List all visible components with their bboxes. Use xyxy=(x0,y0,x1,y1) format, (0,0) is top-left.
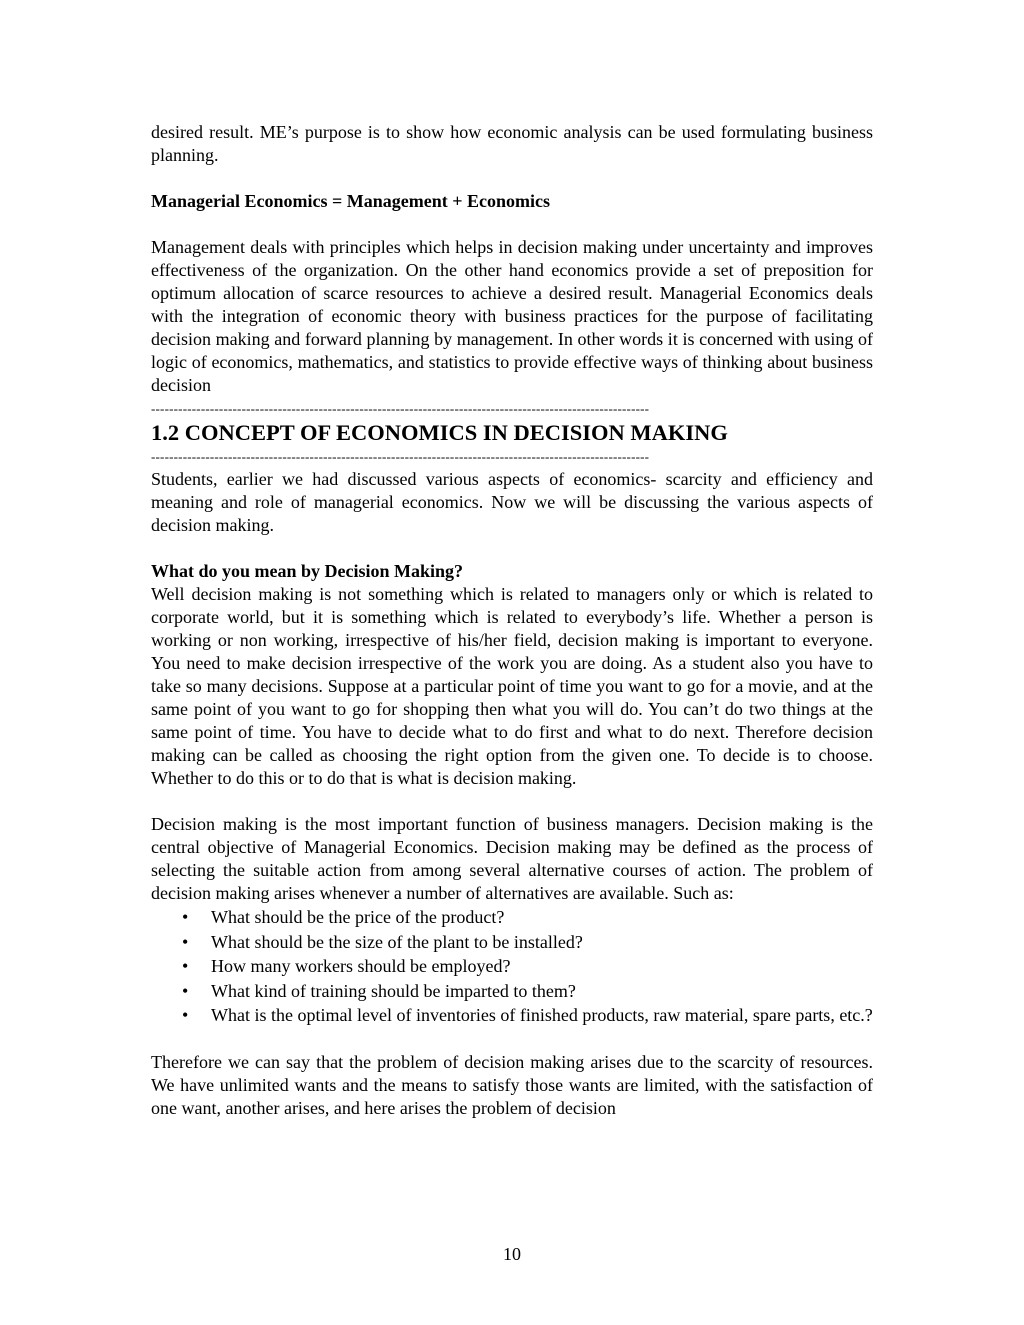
document-page xyxy=(151,121,873,1120)
bullet-icon: • xyxy=(182,956,189,976)
list-item-text: What should be the price of the product? xyxy=(211,907,505,927)
divider-top: -------------------------------------------------------------------------------------------------------------- xyxy=(151,401,650,416)
section-heading: 1.2 CONCEPT OF ECONOMICS IN DECISION MAKING xyxy=(151,420,728,445)
spacer xyxy=(151,167,873,190)
intro-paragraph: desired result. ME’s purpose is to show how economic analysis can be used formulating business planning. xyxy=(151,122,873,165)
divider-bottom: -------------------------------------------------------------------------------------------------------------- xyxy=(151,449,650,464)
question-heading: What do you mean by Decision Making? xyxy=(151,561,464,581)
list-item-text: What kind of training should be imparted to them? xyxy=(211,980,576,1001)
list-item xyxy=(151,1003,873,1028)
spacer xyxy=(151,213,873,236)
bullet-icon: • xyxy=(182,1005,189,1025)
management-paragraph: Management deals with principles which helps in decision making under uncertainty and improves effectiveness of the organization. On the other hand economics provide a set of preposition for optimum allocation of scarce resources to achieve a desired result. Managerial Economics deals with the integration of economic theory with business practices for the purpose of facilitating decision making and forward planning by management. In other words it is concerned with using of logic of economics, mathematics, and statistics to provide effective ways of thinking about business decision xyxy=(151,237,873,395)
spacer xyxy=(151,1028,873,1051)
list-item xyxy=(151,905,873,930)
importance-paragraph: Decision making is the most important function of business managers. Decision making is the central objective of Managerial Economics. Decision making may be defined as the process of selecting the suitable action from among several alternative courses of action. The problem of decision making arises whenever a number of alternatives are available. Such as: xyxy=(151,814,873,903)
spacer xyxy=(151,790,873,813)
equation-heading: Managerial Economics = Management + Economics xyxy=(151,191,550,211)
list-item-text: What should be the size of the plant to be installed? xyxy=(211,931,583,952)
list-item xyxy=(151,930,873,955)
bullet-icon: • xyxy=(182,980,189,1001)
conclusion-paragraph: Therefore we can say that the problem of decision making arises due to the scarcity of resources. We have unlimited wants and the means to satisfy those wants are limited, with the satisfaction of one want, another arises, and here arises the problem of decision xyxy=(151,1051,873,1118)
bullet-icon: • xyxy=(182,931,189,952)
list-item xyxy=(151,954,873,979)
decision-questions-list xyxy=(151,905,873,1028)
list-item xyxy=(151,979,873,1004)
list-item-text: What is the optimal level of inventories of finished products, raw material, spare parts, etc.? xyxy=(211,1005,873,1025)
spacer xyxy=(151,537,873,560)
list-item-text: How many workers should be employed? xyxy=(211,956,511,976)
page-number: 10 xyxy=(503,1244,521,1264)
decision-paragraph: Well decision making is not something which is related to managers only or which is related to corporate world, but it is something which is related to everybody’s life. Whether a person is working or non working, irrespective of his/her field, decision making is important to everyone. You need to make decision irrespective of the work you are doing. As a student also you have to take so many decisions. Suppose at a particular point of time you want to go for a movie, and at the same point of you want to go for shopping then what you will do. You can’t do two things at the same point of time. You have to decide what to do first and what to do next. Therefore decision making can be called as choosing the right option from the given one. To decide is to choose. Whether to do this or to do that is what is decision making. xyxy=(151,584,873,788)
bullet-icon: • xyxy=(182,907,189,927)
students-paragraph: Students, earlier we had discussed various aspects of economics- scarcity and efficiency and meaning and role of managerial economics. Now we will be discussing the various aspects of decision making. xyxy=(151,469,873,535)
